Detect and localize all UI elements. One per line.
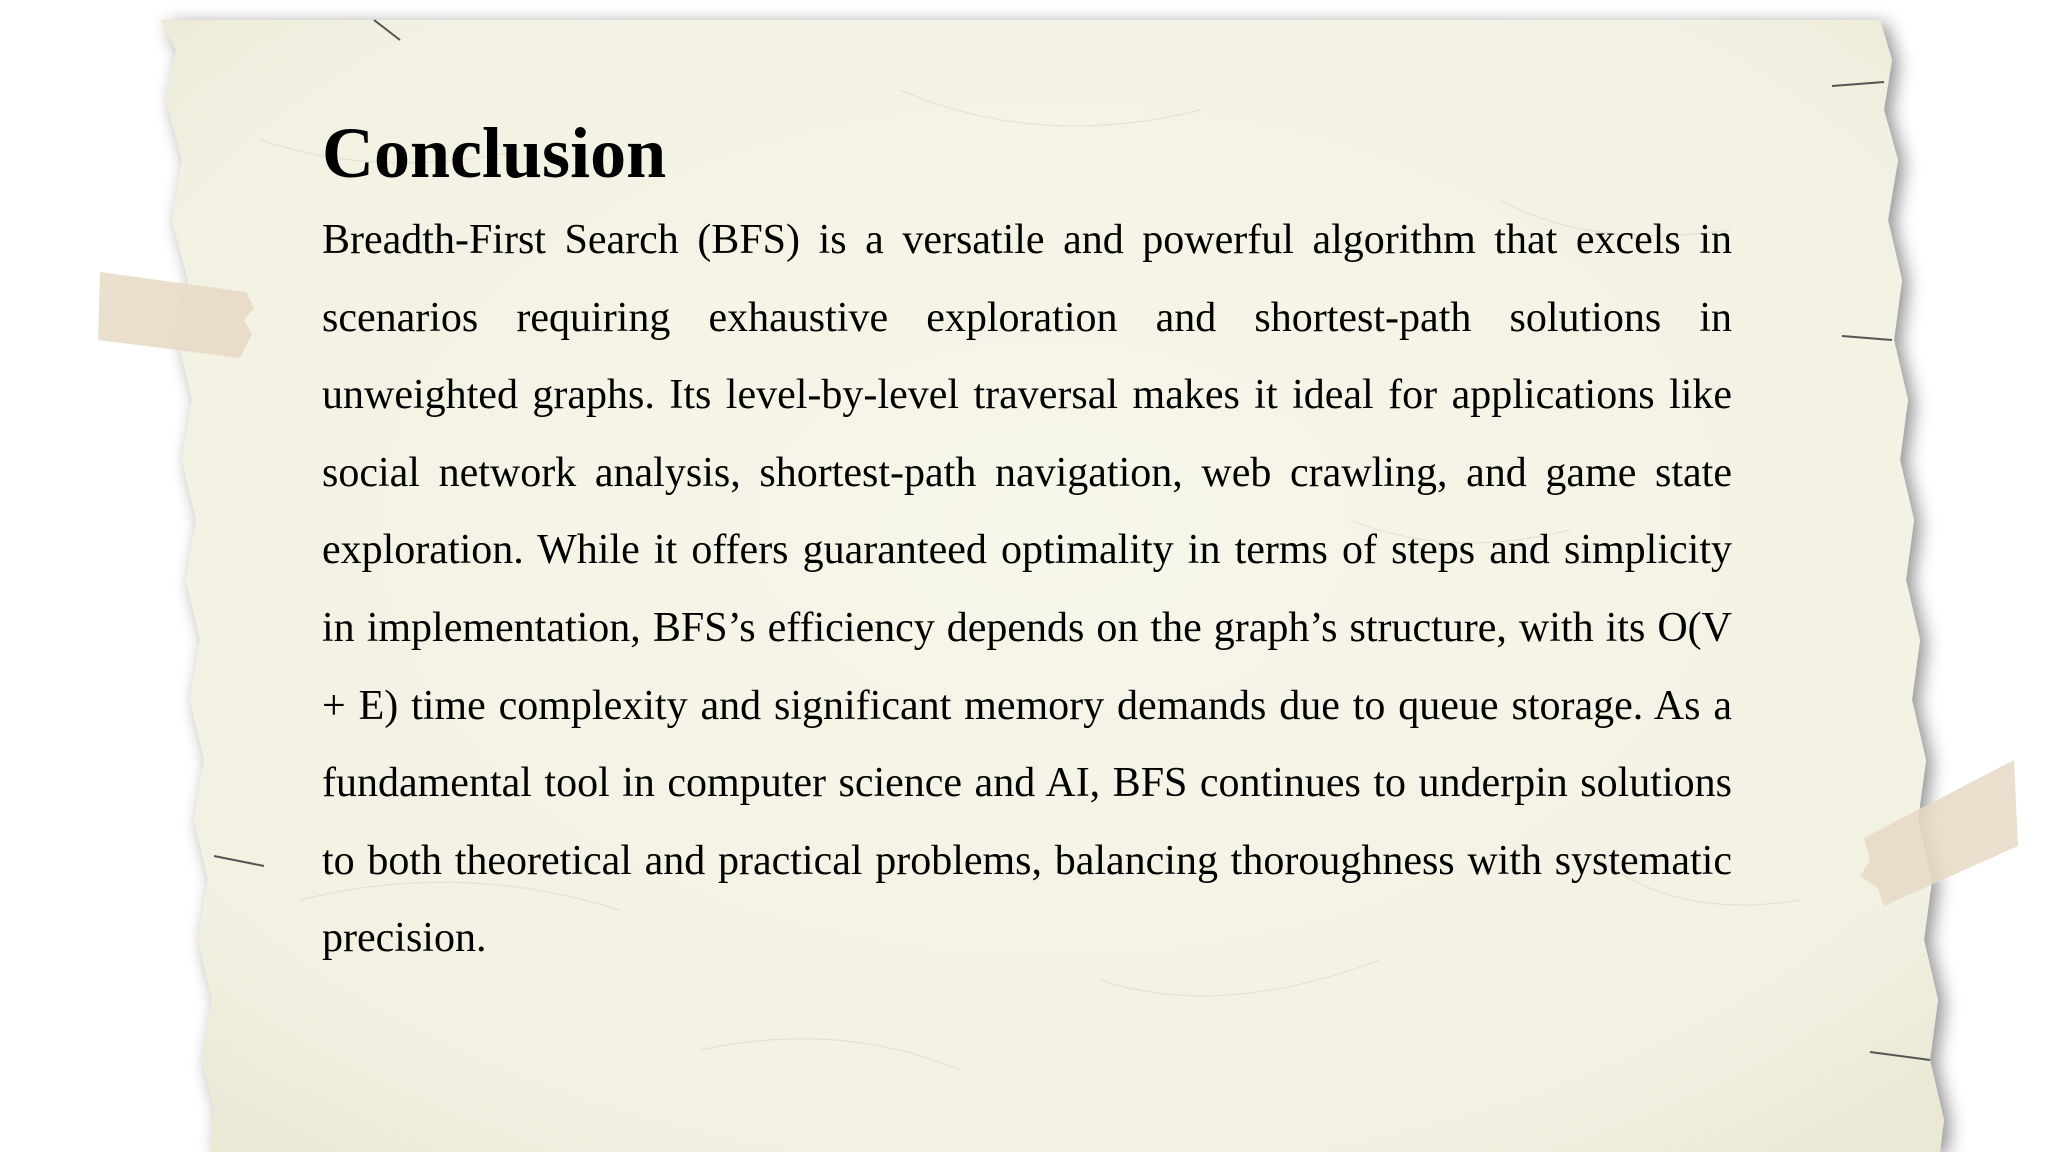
content-block: [322, 108, 1732, 978]
slide-title: Conclusion: [322, 113, 667, 193]
tape-right: [1844, 756, 2024, 906]
tape-left: [96, 268, 258, 368]
slide-body-paragraph: Breadth-First Search (BFS) is a versatile and powerful algorithm that excels in scenarios requiring exhaustive exploration and shortest-path solutions in unweighted graphs. Its level-by-level traversal makes it ideal for applications like social network analysis, shortest-path navigation, web crawling, and game state exploration. While it offers guaranteed optimality in terms of steps and simplicity in implementation, BFS’s efficiency depends on the graph’s structure, with its O(V + E) time complexity and significant memory demands due to queue storage. As a fundamental tool in computer science and AI, BFS continues to underpin solutions to both theoretical and practical problems, balancing thoroughness with systematic precision.: [322, 217, 1732, 962]
